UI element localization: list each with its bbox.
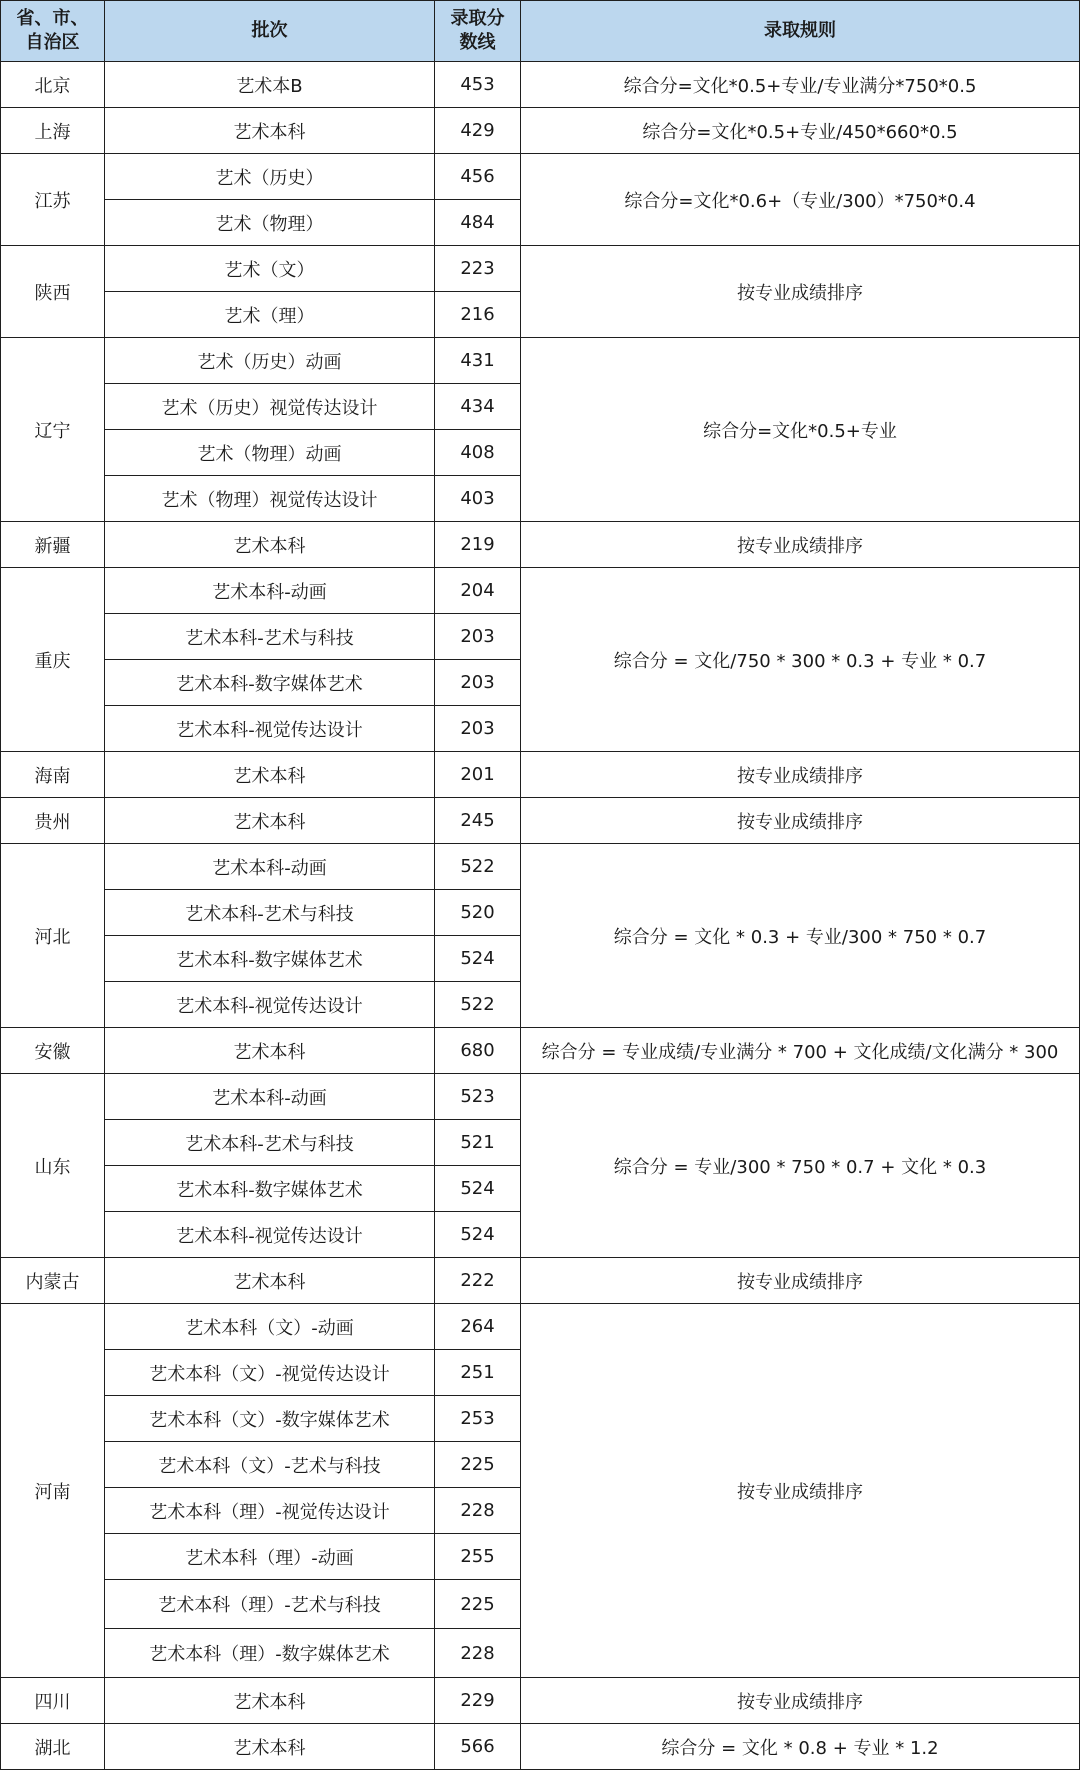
table-row [1, 338, 1080, 384]
score-cell: 429 [435, 108, 521, 154]
score-cell: 253 [435, 1396, 521, 1442]
batch-cell: 艺术本科（文）-艺术与科技 [105, 1442, 435, 1488]
score-cell: 245 [435, 798, 521, 844]
batch-cell: 艺术（历史） [105, 154, 435, 200]
batch-cell: 艺术（物理） [105, 200, 435, 246]
batch-cell: 艺术本科-动画 [105, 844, 435, 890]
rule-cell: 按专业成绩排序 [521, 246, 1080, 338]
batch-cell: 艺术本B [105, 62, 435, 108]
batch-cell: 艺术（历史）动画 [105, 338, 435, 384]
table-row [1, 1258, 1080, 1304]
table-row [1, 1304, 1080, 1350]
score-cell: 680 [435, 1028, 521, 1074]
rule-cell: 按专业成绩排序 [521, 752, 1080, 798]
batch-cell: 艺术本科 [105, 1258, 435, 1304]
batch-cell: 艺术（物理）动画 [105, 430, 435, 476]
score-cell: 229 [435, 1678, 521, 1724]
table-row [1, 568, 1080, 614]
batch-cell: 艺术本科 [105, 752, 435, 798]
province-cell: 河南 [1, 1304, 105, 1678]
province-cell: 上海 [1, 108, 105, 154]
rule-cell: 按专业成绩排序 [521, 798, 1080, 844]
score-cell: 434 [435, 384, 521, 430]
province-cell: 湖北 [1, 1724, 105, 1770]
score-cell: 228 [435, 1629, 521, 1678]
batch-cell: 艺术本科（理）-视觉传达设计 [105, 1488, 435, 1534]
province-cell: 辽宁 [1, 338, 105, 522]
batch-cell: 艺术（文） [105, 246, 435, 292]
table-row [1, 798, 1080, 844]
province-cell: 海南 [1, 752, 105, 798]
province-cell: 安徽 [1, 1028, 105, 1074]
score-cell: 203 [435, 660, 521, 706]
table-row [1, 1724, 1080, 1770]
batch-cell: 艺术（理） [105, 292, 435, 338]
table-row [1, 62, 1080, 108]
score-cell: 222 [435, 1258, 521, 1304]
batch-cell: 艺术本科-数字媒体艺术 [105, 936, 435, 982]
table-row [1, 246, 1080, 292]
score-cell: 523 [435, 1074, 521, 1120]
batch-cell: 艺术本科-动画 [105, 568, 435, 614]
batch-cell: 艺术本科-视觉传达设计 [105, 1212, 435, 1258]
province-cell: 山东 [1, 1074, 105, 1258]
batch-cell: 艺术本科 [105, 1028, 435, 1074]
rule-cell: 按专业成绩排序 [521, 1258, 1080, 1304]
header-batch: 批次 [105, 1, 435, 62]
header-province: 省、市、自治区 [1, 1, 105, 62]
score-cell: 255 [435, 1534, 521, 1580]
score-cell: 203 [435, 614, 521, 660]
province-cell: 北京 [1, 62, 105, 108]
batch-cell: 艺术本科-视觉传达设计 [105, 706, 435, 752]
score-cell: 524 [435, 1166, 521, 1212]
batch-cell: 艺术本科-艺术与科技 [105, 890, 435, 936]
score-cell: 524 [435, 936, 521, 982]
batch-cell: 艺术本科（文）-视觉传达设计 [105, 1350, 435, 1396]
score-cell: 225 [435, 1580, 521, 1629]
table-row [1, 522, 1080, 568]
rule-cell: 按专业成绩排序 [521, 1304, 1080, 1678]
batch-cell: 艺术本科-视觉传达设计 [105, 982, 435, 1028]
batch-cell: 艺术本科 [105, 108, 435, 154]
batch-cell: 艺术本科-艺术与科技 [105, 1120, 435, 1166]
province-cell: 重庆 [1, 568, 105, 752]
batch-cell: 艺术本科 [105, 522, 435, 568]
rule-cell: 综合分=文化*0.6+（专业/300）*750*0.4 [521, 154, 1080, 246]
batch-cell: 艺术本科（文）-动画 [105, 1304, 435, 1350]
rule-cell: 综合分 = 文化/750 * 300 * 0.3 + 专业 * 0.7 [521, 568, 1080, 752]
province-cell: 河北 [1, 844, 105, 1028]
rule-cell: 综合分=文化*0.5+专业/450*660*0.5 [521, 108, 1080, 154]
table-row [1, 1678, 1080, 1724]
batch-cell: 艺术本科（理）-艺术与科技 [105, 1580, 435, 1629]
score-cell: 408 [435, 430, 521, 476]
rule-cell: 综合分 = 专业成绩/专业满分 * 700 + 文化成绩/文化满分 * 300 [521, 1028, 1080, 1074]
rule-cell: 综合分=文化*0.5+专业 [521, 338, 1080, 522]
province-cell: 内蒙古 [1, 1258, 105, 1304]
score-cell: 204 [435, 568, 521, 614]
province-cell: 四川 [1, 1678, 105, 1724]
score-cell: 223 [435, 246, 521, 292]
score-cell: 225 [435, 1442, 521, 1488]
rule-cell: 综合分 = 专业/300 * 750 * 0.7 + 文化 * 0.3 [521, 1074, 1080, 1258]
score-cell: 251 [435, 1350, 521, 1396]
score-cell: 520 [435, 890, 521, 936]
score-cell: 431 [435, 338, 521, 384]
score-cell: 453 [435, 62, 521, 108]
province-cell: 陕西 [1, 246, 105, 338]
table-row [1, 1028, 1080, 1074]
province-cell: 贵州 [1, 798, 105, 844]
batch-cell: 艺术（历史）视觉传达设计 [105, 384, 435, 430]
rule-cell: 按专业成绩排序 [521, 1678, 1080, 1724]
table-row [1, 844, 1080, 890]
batch-cell: 艺术本科（理）-数字媒体艺术 [105, 1629, 435, 1678]
score-cell: 228 [435, 1488, 521, 1534]
score-cell: 521 [435, 1120, 521, 1166]
score-cell: 484 [435, 200, 521, 246]
score-cell: 522 [435, 982, 521, 1028]
score-cell: 219 [435, 522, 521, 568]
score-cell: 201 [435, 752, 521, 798]
score-cell: 522 [435, 844, 521, 890]
batch-cell: 艺术（物理）视觉传达设计 [105, 476, 435, 522]
score-cell: 216 [435, 292, 521, 338]
table-body [1, 62, 1080, 1770]
batch-cell: 艺术本科（理）-动画 [105, 1534, 435, 1580]
rule-cell: 综合分 = 文化 * 0.8 + 专业 * 1.2 [521, 1724, 1080, 1770]
rule-cell: 按专业成绩排序 [521, 522, 1080, 568]
table-row [1, 108, 1080, 154]
score-cell: 264 [435, 1304, 521, 1350]
header-row [1, 1, 1080, 62]
rule-cell: 综合分 = 文化 * 0.3 + 专业/300 * 750 * 0.7 [521, 844, 1080, 1028]
batch-cell: 艺术本科-动画 [105, 1074, 435, 1120]
batch-cell: 艺术本科 [105, 1678, 435, 1724]
score-cell: 403 [435, 476, 521, 522]
score-cell: 203 [435, 706, 521, 752]
rule-cell: 综合分=文化*0.5+专业/专业满分*750*0.5 [521, 62, 1080, 108]
batch-cell: 艺术本科（文）-数字媒体艺术 [105, 1396, 435, 1442]
batch-cell: 艺术本科 [105, 1724, 435, 1770]
batch-cell: 艺术本科-数字媒体艺术 [105, 660, 435, 706]
score-cell: 566 [435, 1724, 521, 1770]
province-cell: 江苏 [1, 154, 105, 246]
score-cell: 456 [435, 154, 521, 200]
batch-cell: 艺术本科-艺术与科技 [105, 614, 435, 660]
batch-cell: 艺术本科-数字媒体艺术 [105, 1166, 435, 1212]
table-row [1, 1074, 1080, 1120]
province-cell: 新疆 [1, 522, 105, 568]
score-cell: 524 [435, 1212, 521, 1258]
table-row [1, 752, 1080, 798]
header-score: 录取分数线 [435, 1, 521, 62]
table-row [1, 154, 1080, 200]
batch-cell: 艺术本科 [105, 798, 435, 844]
header-rule: 录取规则 [521, 1, 1080, 62]
